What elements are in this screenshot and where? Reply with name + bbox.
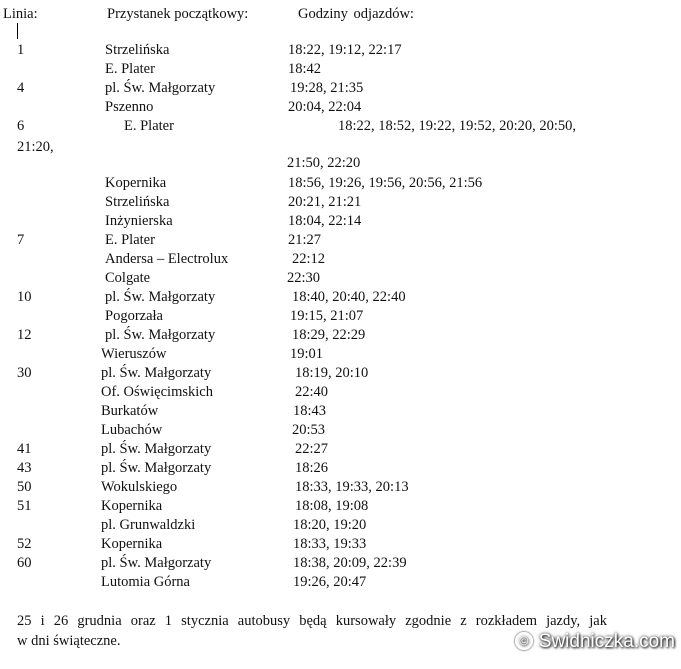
stop-name: pl. Św. Małgorzaty [101, 460, 212, 476]
departure-times: 18:33, 19:33 [293, 536, 367, 552]
line-number: 4 [17, 80, 25, 96]
stop-name: Kopernika [101, 536, 163, 552]
stop-name: pl. Św. Małgorzaty [105, 327, 216, 343]
stop-name: E. Plater [124, 118, 174, 134]
departure-times: 18:29, 22:29 [292, 327, 366, 343]
line-number: 41 [17, 441, 32, 457]
departure-times: 20:53 [292, 422, 326, 438]
departure-times: 21:50, 22:20 [287, 155, 361, 171]
departure-times: 18:42 [288, 61, 322, 77]
line-number: 43 [17, 460, 32, 476]
header-stop: Przystanek początkowy: [107, 6, 249, 22]
stop-name: Wokulskiego [101, 479, 178, 495]
stop-name: Kopernika [101, 498, 163, 514]
stop-name: Strzelińska [105, 42, 170, 58]
copyright-icon: © [515, 632, 533, 650]
departure-times: 18:22, 18:52, 19:22, 19:52, 20:20, 20:50, [338, 118, 577, 134]
stop-name: Strzelińska [105, 194, 170, 210]
departure-times: 21:27 [288, 232, 322, 248]
stop-name: Andersa – Electrolux [105, 251, 229, 267]
line-number: 6 [17, 118, 25, 134]
departure-times: 18:56, 19:26, 19:56, 20:56, 21:56 [288, 175, 483, 191]
departure-times: 18:19, 20:10 [295, 365, 369, 381]
watermark [497, 626, 679, 656]
stop-name: Lutomia Górna [101, 574, 190, 590]
departure-times: 19:28, 21:35 [290, 80, 364, 96]
line-number: 10 [17, 289, 32, 305]
header-line: Linia: [3, 6, 38, 22]
line-number: 1 [17, 42, 25, 58]
stop-name: pl. Św. Małgorzaty [101, 441, 212, 457]
watermark-text: Swidniczka.com [538, 630, 675, 652]
line-number: 60 [17, 555, 32, 571]
line-number: 12 [17, 327, 32, 343]
stop-name: pl. Św. Małgorzaty [101, 365, 212, 381]
stop-name: Of. Oświęcimskich [101, 384, 213, 400]
line-number: 52 [17, 536, 32, 552]
stop-name: pl. Św. Małgorzaty [101, 555, 212, 571]
stop-name: Pszenno [105, 99, 154, 115]
stop-name: Pogorzała [105, 308, 163, 324]
departure-times: 18:43 [293, 403, 327, 419]
departure-times: 18:26 [295, 460, 329, 476]
departure-times: 19:15, 21:07 [290, 308, 364, 324]
departure-times: 22:27 [295, 441, 329, 457]
departure-times: 18:20, 19:20 [293, 517, 367, 533]
departure-times: 19:26, 20:47 [293, 574, 367, 590]
departure-times: 20:21, 21:21 [288, 194, 362, 210]
departure-times: 22:12 [292, 251, 326, 267]
departure-times: 18:22, 19:12, 22:17 [288, 42, 402, 58]
departure-times: 22:40 [295, 384, 329, 400]
departure-times: 18:38, 20:09, 22:39 [293, 555, 407, 571]
stop-name: Wieruszów [101, 346, 167, 362]
departure-times: 20:04, 22:04 [288, 99, 362, 115]
departure-times: 19:01 [290, 346, 324, 362]
departure-times: 18:33, 19:33, 20:13 [295, 479, 409, 495]
text-cursor [17, 23, 18, 39]
footer-line-1: 25 i 26 grudnia oraz 1 stycznia autobusy będą kursowały zgodnie z rozkładem jazdy, jak [17, 613, 607, 629]
line-number: 7 [17, 232, 25, 248]
line-number: 50 [17, 479, 32, 495]
departure-times: 18:40, 20:40, 22:40 [292, 289, 406, 305]
line-number: 51 [17, 498, 32, 514]
stop-name: pl. Św. Małgorzaty [105, 289, 216, 305]
stop-name: E. Plater [105, 61, 155, 77]
stop-name: Kopernika [105, 175, 167, 191]
stop-name: Colgate [105, 270, 151, 286]
footer-line-2: w dni świąteczne. [17, 633, 121, 649]
stop-name: pl. Grunwaldzki [101, 517, 196, 533]
line-number: 21:20, [17, 139, 54, 155]
departure-times: 22:30 [287, 270, 321, 286]
stop-name: Inżynierska [105, 213, 173, 229]
departure-times: 18:04, 22:14 [288, 213, 362, 229]
departure-times: 18:08, 19:08 [295, 498, 369, 514]
stop-name: Lubachów [101, 422, 163, 438]
stop-name: Burkatów [101, 403, 159, 419]
stop-name: E. Plater [105, 232, 155, 248]
line-number: 30 [17, 365, 32, 381]
stop-name: pl. Św. Małgorzaty [105, 80, 216, 96]
header-times: Godziny odjazdów: [298, 6, 414, 22]
